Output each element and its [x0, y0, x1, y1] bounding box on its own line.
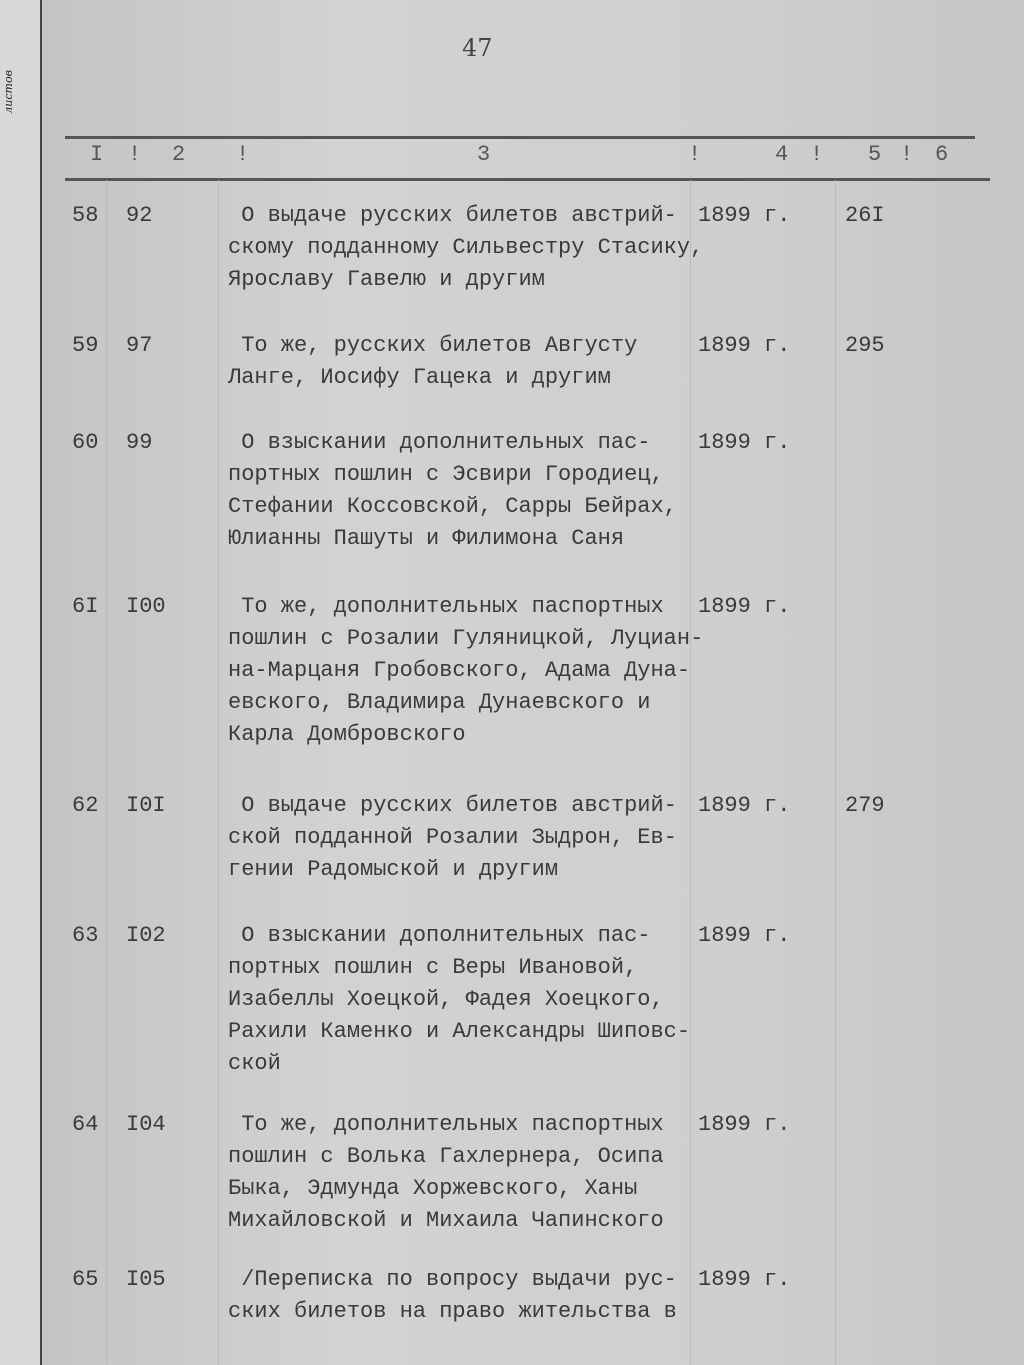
title-line: на-Марцаня Гробовского, Адама Дуна- — [228, 658, 691, 683]
entry-title — [228, 920, 690, 1080]
entry-number: 60 — [72, 430, 99, 455]
entry-year: 1899 г. — [698, 1112, 791, 1137]
file-number: 99 — [126, 430, 153, 455]
title-line: О выдаче русских билетов австрий- — [228, 793, 677, 818]
title-line: ской подданной Розалии Зыдрон, Ев- — [228, 825, 677, 850]
header-col-1: I — [90, 142, 104, 167]
left-margin-binding — [0, 0, 42, 1365]
header-col-3: 3 — [477, 142, 491, 167]
column-divider — [690, 180, 691, 1365]
header-bottom-rule — [65, 178, 990, 181]
entry-number: 62 — [72, 793, 99, 818]
header-col-6: 6 — [935, 142, 949, 167]
entry-title — [228, 200, 703, 296]
title-line: О взыскании дополнительных пас- — [228, 430, 651, 455]
file-number: I04 — [126, 1112, 166, 1137]
header-sep: ! — [810, 142, 824, 167]
title-line: ской — [228, 1051, 281, 1076]
file-number: 92 — [126, 203, 153, 228]
header-col-4: 4 — [775, 142, 789, 167]
entry-year: 1899 г. — [698, 594, 791, 619]
entry-number: 59 — [72, 333, 99, 358]
title-line: Юлианны Пашуты и Филимона Саня — [228, 526, 625, 551]
header-sep: ! — [688, 142, 702, 167]
entry-title — [228, 330, 637, 394]
title-line: Изабеллы Хоецкой, Фадея Хоецкого, — [228, 987, 664, 1012]
entry-year: 1899 г. — [698, 430, 791, 455]
title-line: Быка, Эдмунда Хоржевского, Ханы — [228, 1176, 638, 1201]
title-line: То же, дополнительных паспортных — [228, 594, 664, 619]
column-divider — [106, 180, 107, 1365]
entry-year: 1899 г. — [698, 203, 791, 228]
title-line: /Переписка по вопросу выдачи рус- — [228, 1267, 677, 1292]
file-number: I00 — [126, 594, 166, 619]
header-sep: ! — [128, 142, 142, 167]
entry-number: 65 — [72, 1267, 99, 1292]
sheet-count: 279 — [845, 793, 885, 818]
entry-title — [228, 1264, 677, 1328]
margin-label: листов — [2, 70, 15, 114]
title-line: пошлин с Розалии Гуляницкой, Луциан- — [228, 626, 704, 651]
entry-year: 1899 г. — [698, 333, 791, 358]
title-line: О выдаче русских билетов австрий- — [228, 203, 677, 228]
file-number: I02 — [126, 923, 166, 948]
column-divider — [835, 180, 836, 1365]
entry-number: 6I — [72, 594, 99, 619]
column-divider — [218, 180, 219, 1365]
file-number: I0I — [126, 793, 166, 818]
entry-year: 1899 г. — [698, 923, 791, 948]
file-number: 97 — [126, 333, 153, 358]
entry-year: 1899 г. — [698, 793, 791, 818]
title-line: ских билетов на право жительства в — [228, 1299, 677, 1324]
title-line: Рахили Каменко и Александры Шиповс- — [228, 1019, 691, 1044]
title-line: портных пошлин с Веры Ивановой, — [228, 955, 638, 980]
sheet-count: 295 — [845, 333, 885, 358]
file-number: I05 — [126, 1267, 166, 1292]
header-col-2: 2 — [172, 142, 186, 167]
title-line: евского, Владимира Дунаевского и — [228, 690, 651, 715]
title-line: скому подданному Сильвестру Стасику, — [228, 235, 704, 260]
title-line: пошлин с Волька Гахлернера, Осипа — [228, 1144, 664, 1169]
title-line: О взыскании дополнительных пас- — [228, 923, 651, 948]
entry-title — [228, 1109, 664, 1237]
entry-title — [228, 790, 677, 886]
title-line: гении Радомыской и другим — [228, 857, 559, 882]
title-line: Ланге, Иосифу Гацека и другим — [228, 365, 611, 390]
entry-number: 58 — [72, 203, 99, 228]
entry-title — [228, 591, 703, 751]
entry-year: 1899 г. — [698, 1267, 791, 1292]
header-sep: ! — [236, 142, 250, 167]
title-line: Карла Домбровского — [228, 722, 466, 747]
header-top-rule — [65, 136, 975, 139]
header-col-5: 5 — [868, 142, 882, 167]
page-number: 47 — [462, 34, 493, 62]
title-line: То же, дополнительных паспортных — [228, 1112, 664, 1137]
entry-title — [228, 427, 677, 555]
title-line: Стефании Коссовской, Сарры Бейрах, — [228, 494, 677, 519]
title-line: портных пошлин с Эсвири Городиец, — [228, 462, 664, 487]
header-sep: ! — [900, 142, 914, 167]
title-line: Ярославу Гавелю и другим — [228, 267, 545, 292]
entry-number: 63 — [72, 923, 99, 948]
title-line: То же, русских билетов Августу — [228, 333, 638, 358]
sheet-count: 26I — [845, 203, 885, 228]
title-line: Михайловской и Михаила Чапинского — [228, 1208, 664, 1233]
entry-number: 64 — [72, 1112, 99, 1137]
